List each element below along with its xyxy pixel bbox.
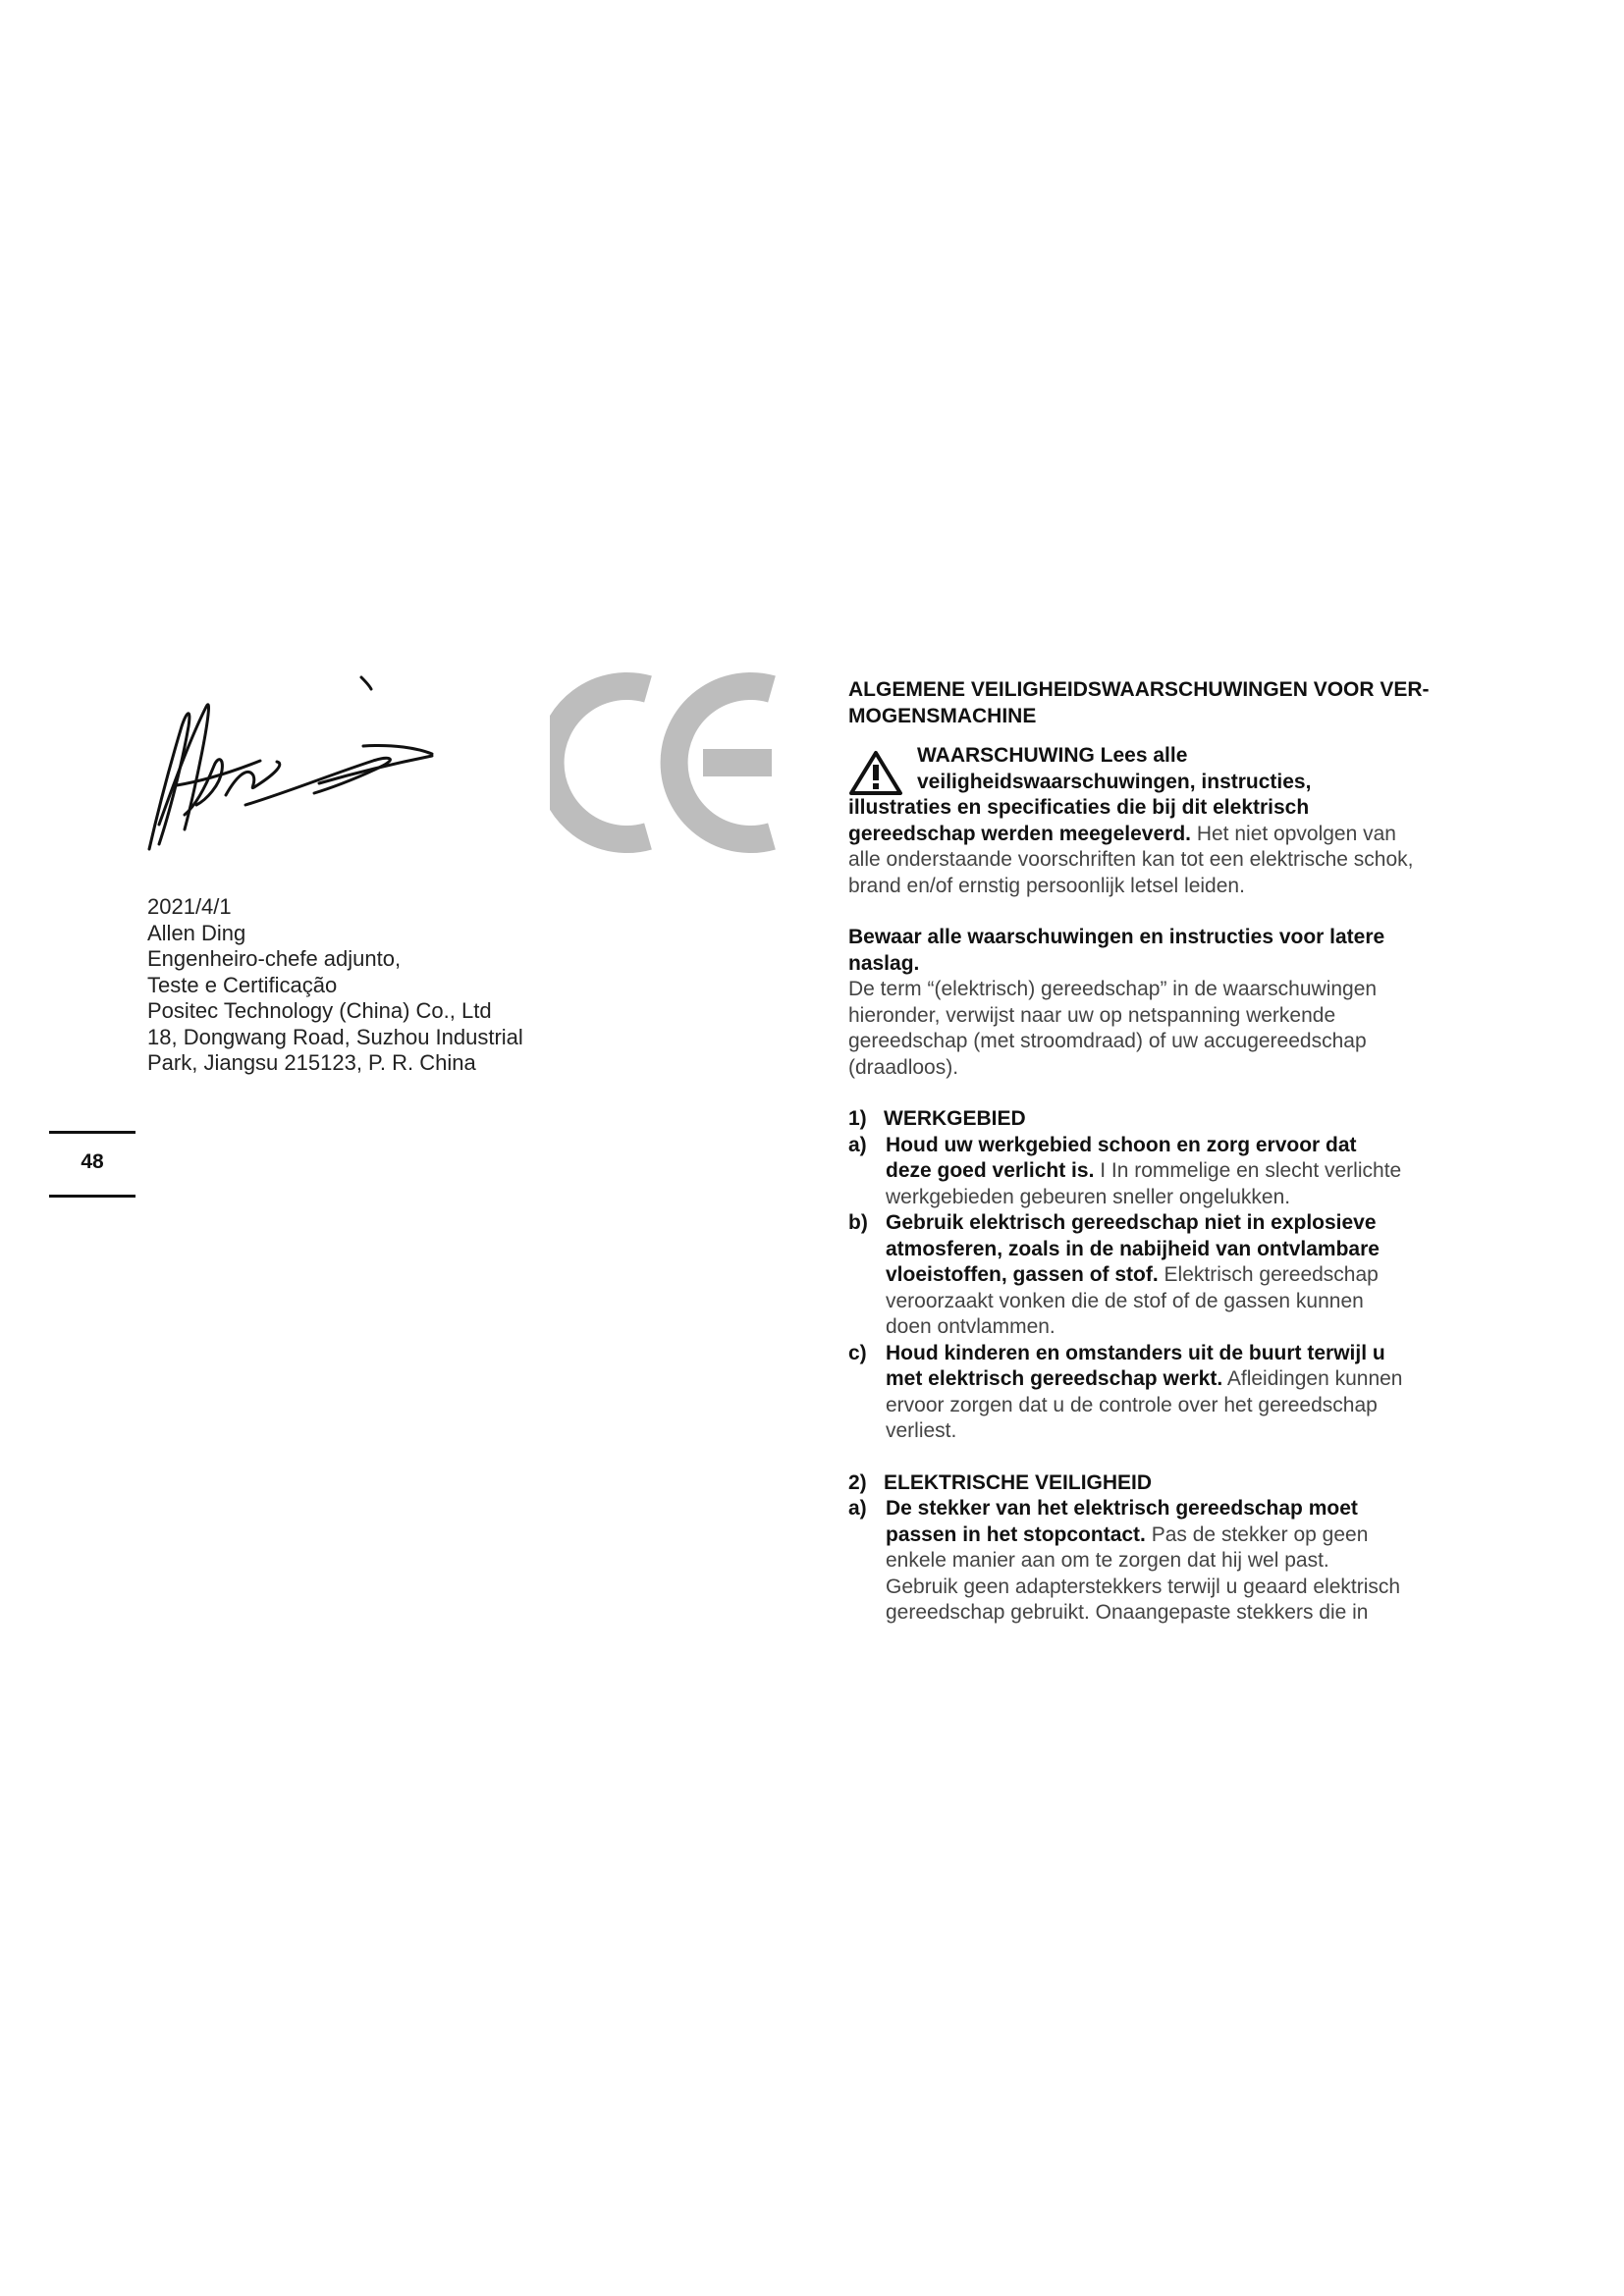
warning-line-5: alle onderstaande voorschriften kan tot een elektrische schok, bbox=[848, 848, 1414, 871]
safety-column bbox=[848, 677, 1516, 1627]
item-line bbox=[886, 1522, 1516, 1549]
item-letter: a) bbox=[848, 1497, 867, 1520]
item-bold-text: Houd kinderen en omstanders uit de buurt terwijl u bbox=[886, 1341, 1385, 1364]
item-text bbox=[886, 1341, 1516, 1445]
warning-line-4-bold: gereedschap werden meegeleverd. bbox=[848, 822, 1191, 845]
sections bbox=[848, 1081, 1516, 1627]
item-bold-text: atmosferen, zoals in de nabijheid van ontvlambare bbox=[886, 1237, 1380, 1260]
section-heading bbox=[848, 1106, 1516, 1133]
warning-line-3: illustraties en specificaties die bij dit elektrisch bbox=[848, 796, 1310, 819]
signer-company: Positec Technology (China) Co., Ltd bbox=[147, 998, 492, 1023]
signer-title-2: Teste e Certificação bbox=[147, 972, 338, 997]
item-letter: b) bbox=[848, 1211, 868, 1234]
item-line bbox=[886, 1341, 1516, 1367]
item-line bbox=[886, 1237, 1516, 1263]
signer-block bbox=[147, 894, 599, 1077]
item-line: enkele manier aan om te zorgen dat hij wel past. bbox=[886, 1549, 1329, 1572]
item-line: gereedschap gebruikt. Onaangepaste stekkers die in bbox=[886, 1601, 1369, 1624]
term-line-1: De term “(elektrisch) gereedschap” in de waarschuwingen bbox=[848, 978, 1378, 1000]
divider-bottom bbox=[49, 1195, 135, 1198]
keep-line-1: Bewaar alle waarschuwingen en instructies voor latere bbox=[848, 926, 1385, 948]
safety-heading-2: MOGENSMACHINE bbox=[848, 704, 1037, 727]
signer-address-2: Park, Jiangsu 215123, P. R. China bbox=[147, 1050, 476, 1075]
page-number: 48 bbox=[81, 1150, 104, 1173]
item-line: doen ontvlammen. bbox=[886, 1315, 1056, 1338]
signer-title-1: Engenheiro-chefe adjunto, bbox=[147, 946, 402, 971]
keep-line-2: naslag. bbox=[848, 951, 920, 975]
section-title: ELEKTRISCHE VEILIGHEID bbox=[884, 1470, 1153, 1494]
section-number: 1) bbox=[848, 1107, 867, 1130]
warning-line-2: veiligheidswaarschuwingen, instructies, bbox=[917, 770, 1312, 793]
item-line: veroorzaakt vonken die de stof of de gassen kunnen bbox=[886, 1289, 1364, 1312]
item-bold-text: met elektrisch gereedschap werkt. bbox=[886, 1367, 1223, 1390]
warning-block bbox=[848, 743, 1516, 899]
list-item bbox=[848, 1133, 1516, 1211]
item-line bbox=[886, 1210, 1516, 1237]
term-line-2: hieronder, verwijst naar uw op netspanning werkende bbox=[848, 1003, 1336, 1027]
item-bold-text: Gebruik elektrisch gereedschap niet in explosieve bbox=[886, 1211, 1377, 1234]
item-bold-text: deze goed verlicht is. bbox=[886, 1159, 1095, 1182]
item-line bbox=[886, 1496, 1516, 1522]
section-number: 2) bbox=[848, 1470, 867, 1494]
signer-address-1: 18, Dongwang Road, Suzhou Industrial bbox=[147, 1024, 523, 1049]
item-line bbox=[886, 1133, 1516, 1159]
item-line: werkgebieden gebeuren sneller ongelukken. bbox=[886, 1185, 1291, 1208]
item-line: Gebruik geen adapterstekkers terwijl u geaard elektrisch bbox=[886, 1575, 1401, 1598]
list-item bbox=[848, 1341, 1516, 1445]
signer-name: Allen Ding bbox=[147, 920, 246, 945]
item-line: ervoor zorgen dat u de controle over het gereedschap bbox=[886, 1393, 1378, 1416]
safety-heading-1: ALGEMENE VEILIGHEIDSWAARSCHUWINGEN VOOR VER- bbox=[848, 678, 1430, 701]
warning-triangle-icon bbox=[848, 749, 903, 796]
warning-line-4-rest: Het niet opvolgen van bbox=[1191, 822, 1396, 845]
section-title: WERKGEBIED bbox=[884, 1107, 1026, 1130]
ce-mark-icon bbox=[550, 671, 785, 854]
list-item bbox=[848, 1496, 1516, 1627]
item-text bbox=[886, 1496, 1516, 1627]
item-plain-text: Pas de stekker op geen bbox=[1145, 1522, 1369, 1546]
warning-line-4 bbox=[848, 822, 1516, 848]
page-number-box bbox=[49, 1131, 135, 1198]
section-gap bbox=[848, 1081, 1516, 1106]
item-plain-text: I In rommelige en slecht verlichte bbox=[1094, 1159, 1402, 1182]
item-line bbox=[886, 1158, 1516, 1185]
item-text bbox=[886, 1133, 1516, 1211]
item-line bbox=[886, 1262, 1516, 1289]
divider-top bbox=[49, 1131, 135, 1134]
item-letter: c) bbox=[848, 1341, 867, 1364]
item-bold-text: Houd uw werkgebied schoon en zorg ervoor dat bbox=[886, 1133, 1357, 1156]
item-bold-text: vloeistoffen, gassen of stof. bbox=[886, 1263, 1159, 1286]
term-line-3: gereedschap (met stroomdraad) of uw accugereedschap bbox=[848, 1030, 1367, 1052]
signer-date: 2021/4/1 bbox=[147, 894, 232, 919]
item-text bbox=[886, 1210, 1516, 1341]
item-letter: a) bbox=[848, 1133, 867, 1156]
item-plain-text: Afleidingen kunnen bbox=[1222, 1367, 1403, 1390]
section-heading bbox=[848, 1470, 1516, 1497]
term-line-4: (draadloos). bbox=[848, 1055, 959, 1079]
warning-line-6: brand en/of ernstig persoonlijk letsel leiden. bbox=[848, 874, 1245, 897]
section-gap bbox=[848, 1445, 1516, 1470]
item-line bbox=[886, 1366, 1516, 1393]
item-line: verliest. bbox=[886, 1419, 957, 1442]
item-bold-text: passen in het stopcontact. bbox=[886, 1522, 1146, 1546]
signature bbox=[137, 667, 501, 864]
warning-line-1: WAARSCHUWING Lees alle bbox=[917, 744, 1188, 767]
list-item bbox=[848, 1210, 1516, 1341]
item-bold-text: De stekker van het elektrisch gereedschap moet bbox=[886, 1497, 1358, 1520]
item-plain-text: Elektrisch gereedschap bbox=[1158, 1263, 1379, 1286]
